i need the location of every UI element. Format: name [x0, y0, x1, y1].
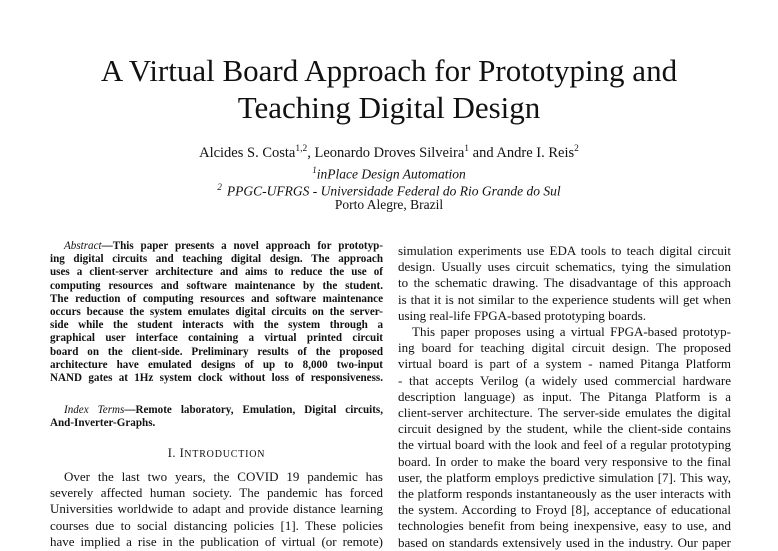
body-line: description language) as input. The Pitanga Platform is a: [398, 388, 731, 404]
body-line: Over the last two years, the COVID 19 pandemic has: [64, 469, 383, 484]
body-line: user, the platform employs predictive simulation [7]. This way,: [398, 469, 731, 485]
body-line: using real-life FPGA-based prototyping boards.: [398, 307, 647, 323]
body-line: client-server architecture. The server-side emulates the digital: [398, 405, 731, 421]
author-affiliation-mark: 2: [574, 144, 579, 155]
index-terms-line: And-Inverter-Graphs.: [50, 417, 156, 430]
abstract-line: ing digital circuits and teaching digital design. The approach: [50, 253, 383, 266]
section-title-rest: NTRODUCTION: [184, 449, 266, 460]
index-terms-label: Index Terms: [64, 404, 125, 416]
body-line: the system. According to Froyd [8], acceptance of educational: [398, 502, 731, 518]
index-terms-line: [50, 404, 383, 417]
abstract-line: side while the student interacts with the system through a: [50, 319, 383, 332]
body-line: Universities worldwide to adapt and provide distance learning: [50, 501, 383, 517]
index-terms: [50, 404, 383, 430]
abstract-line: NAND gates at 1Hz system clock without loss of responsiveness.: [50, 372, 383, 385]
abstract-line: occurs because the system emulates digital circuits on the server-: [50, 306, 383, 319]
abstract-line: graphical user interface containing a virtual printed circuit: [50, 332, 383, 345]
paper-title: [0, 52, 778, 126]
abstract-line: architecture have emulated designs of up to 8,000 two-input: [50, 358, 383, 371]
affiliation-name: PPGC-UFRGS - Universidade Federal do Rio Grande do Sul: [226, 183, 561, 199]
paper-title-line-2: Teaching Digital Design: [237, 90, 541, 125]
body-line: design. Usually uses circuit schematics, tying the simulation: [398, 259, 731, 275]
author-name: Leonardo Droves Silveira: [314, 145, 465, 161]
abstract-text: —This paper presents a novel approach for prototyp-: [101, 240, 383, 252]
section-heading: [50, 446, 383, 461]
body-line: circuit designed by the student, while the client-side contains: [398, 421, 731, 437]
body-line: the platform responds instantaneously as the user interacts with: [398, 486, 731, 502]
affiliation-name: inPlace Design Automation: [316, 166, 466, 182]
body-line: ing board for teaching digital circuit design. The proposed: [398, 340, 731, 356]
author-name: Alcides S. Costa: [199, 145, 296, 161]
abstract-line: The reduction of computing resources and software maintenance: [50, 292, 383, 305]
author-affiliation-mark: 1,2: [295, 144, 308, 155]
author-affiliation-mark: 1: [464, 144, 470, 155]
section-first-letter: I: [179, 446, 185, 460]
intro-paragraph: [50, 469, 383, 550]
abstract-line: uses a client-server architecture and aims to reduce the use of: [50, 266, 383, 279]
abstract-line: computing resources and software maintenance by the student.: [50, 279, 383, 292]
body-line: severely affected human society. The pandemic has forced: [50, 485, 383, 501]
paper-title-line-1: A Virtual Board Approach for Prototyping and: [100, 53, 678, 88]
body-line: simulation experiments use EDA tools to teach digital circuit: [398, 243, 731, 258]
abstract-line: board on the client-side. Preliminary results of the proposed: [50, 345, 383, 358]
body-line: the virtual board with the look and feel of a regular prototyping: [398, 437, 731, 453]
body-line: technologies benefit from being inexpensive, easy to use, and: [398, 518, 731, 534]
body-line: virtual board is part of a system - named Pitanga Platform: [398, 356, 731, 372]
abstract: [50, 240, 383, 385]
author-separator: and: [469, 145, 497, 161]
affiliation-mark: 2: [217, 182, 222, 192]
index-terms-text: —Remote laboratory, Emulation, Digital circuits,: [124, 404, 383, 416]
abstract-label: Abstract: [64, 240, 102, 252]
body-line: based on standards extensively used in the industry. Our paper: [398, 534, 731, 550]
body-line: is that it is not similar to the experience students will get when: [398, 291, 731, 307]
affiliation-mark: 1: [312, 165, 317, 175]
abstract-line: [50, 240, 383, 253]
body-line: to the schematic drawing. The disadvantage of this approach: [398, 275, 731, 291]
body-line: board. In order to make the board very responsive to the final: [398, 453, 731, 469]
body-line: have implied a rise in the publication of virtual (or remote): [50, 533, 383, 549]
body-line: This paper proposes using a virtual FPGA-based prototyp-: [412, 324, 731, 340]
section-number: I.: [167, 446, 176, 460]
author-name: Andre I. Reis: [496, 145, 575, 161]
body-line: courses due to social distancing policies [1]. These policies: [50, 517, 383, 533]
right-column: [398, 243, 731, 551]
body-line: - that accepts Verilog (a widely used commercial hardware: [398, 372, 731, 388]
author-list: [0, 144, 778, 162]
affiliation-location: Porto Alegre, Brazil: [334, 197, 444, 212]
author-separator: ,: [307, 145, 315, 161]
